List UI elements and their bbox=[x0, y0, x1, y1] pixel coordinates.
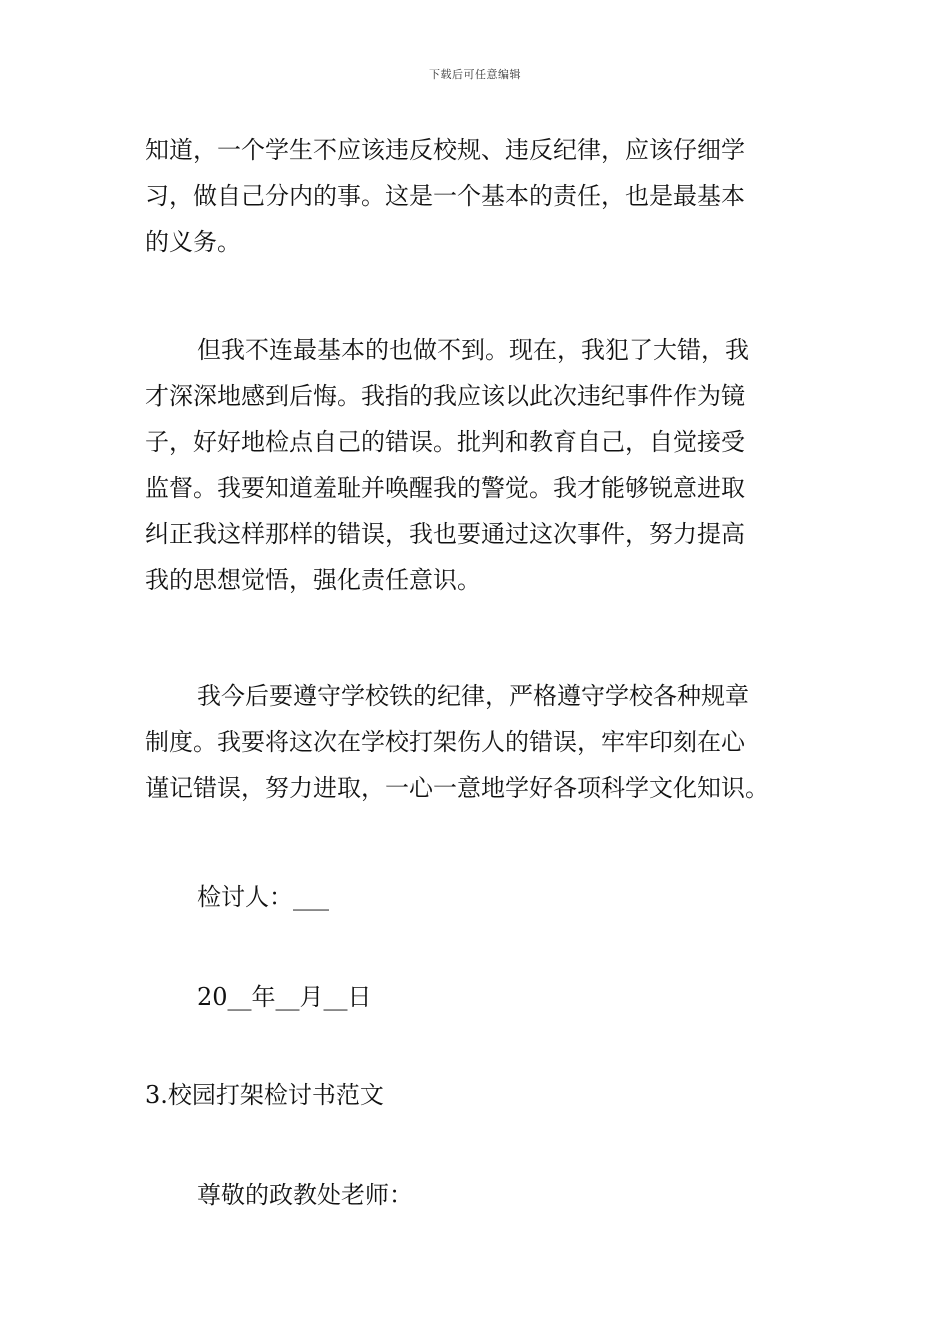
paragraph-line: 谨记错误，努力进取，一心一意地学好各项科学文化知识。 bbox=[145, 774, 769, 802]
page-header: 下载后可任意编辑 bbox=[429, 68, 521, 81]
paragraph-line: 子，好好地检点自己的错误。批判和教育自己，自觉接受 bbox=[145, 428, 745, 456]
paragraph-line: 制度。我要将这次在学校打架伤人的错误，牢牢印刻在心 bbox=[145, 728, 745, 756]
paragraph-line: 纠正我这样那样的错误，我也要通过这次事件，努力提高 bbox=[145, 520, 745, 548]
paragraph-line: 才深深地感到后悔。我指的我应该以此次违纪事件作为镜 bbox=[145, 382, 745, 410]
paragraph-2 bbox=[145, 327, 815, 603]
date-text: 20__年__月__日 bbox=[197, 983, 372, 1011]
section-title bbox=[145, 1072, 815, 1118]
paragraph-line: 知道，一个学生不应该违反校规、违反纪律，应该仔细学 bbox=[145, 136, 745, 164]
signature-line bbox=[145, 874, 815, 920]
salutation bbox=[145, 1172, 815, 1218]
date-line bbox=[145, 974, 815, 1020]
paragraph-1 bbox=[145, 127, 815, 265]
signature-label: 检讨人：___ bbox=[197, 883, 329, 911]
paragraph-line: 我的思想觉悟，强化责任意识。 bbox=[145, 566, 481, 594]
paragraph-line: 我今后要遵守学校铁的纪律，严格遵守学校各种规章 bbox=[197, 682, 749, 710]
paragraph-line: 监督。我要知道羞耻并唤醒我的警觉。我才能够锐意进取 bbox=[145, 474, 745, 502]
salutation-text: 尊敬的政教处老师： bbox=[197, 1181, 413, 1209]
paragraph-line: 习，做自己分内的事。这是一个基本的责任，也是最基本 bbox=[145, 182, 745, 210]
paragraph-line: 但我不连最基本的也做不到。现在，我犯了大错，我 bbox=[197, 336, 749, 364]
paragraph-3 bbox=[145, 673, 815, 811]
section-title-text: 3.校园打架检讨书范文 bbox=[145, 1081, 384, 1109]
paragraph-line: 的义务。 bbox=[145, 228, 241, 256]
